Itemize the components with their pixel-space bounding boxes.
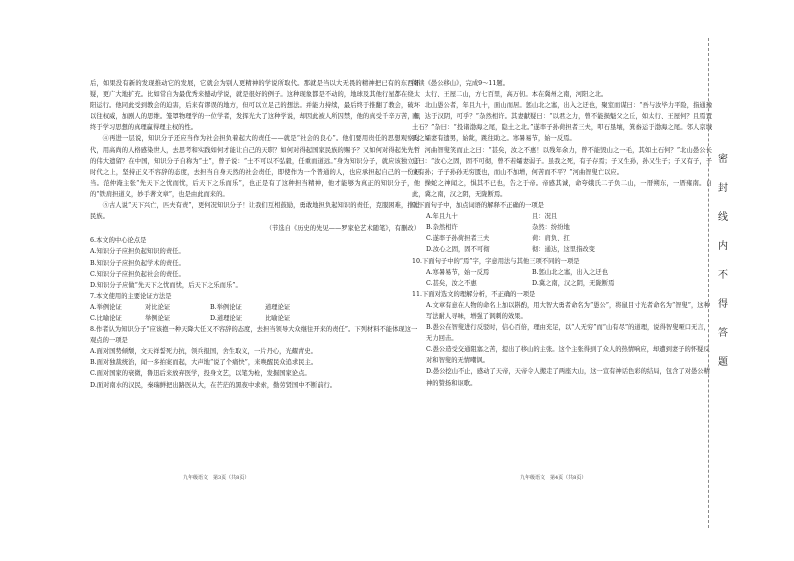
option-gloss: 且：况且 <box>532 213 558 221</box>
option: D.面对南水的汉民，秦瑞鲜把出路医从大，在芒茫的黑夜中求索，勤劳贤国中不断前行。 <box>90 381 337 389</box>
paragraph: 操蛇之神闻之，惧其不已也，告之于帝。帝感其诚，命夸娥氏二子负二山，一厝朔东，一厝雍南。自此，冀之南，汉之阴，无陇断焉。 <box>412 179 712 198</box>
option: B.面对独裁统治，闻一多拍案而起，大声地“说了个痛快”，来唤醒民众追求民主。 <box>90 359 318 367</box>
option: 对比论证 <box>145 303 171 311</box>
option: D.愚公挖山不止，感动了天帝，天帝令人搬走了两座大山，这一宣有神话色彩的结局，包含了对愚公精神的赞扬和讴歌。 <box>426 368 710 387</box>
option: A.寒暑易节，始一反焉 <box>426 268 490 276</box>
page-footer: 九年级语文 第3页（共8页） <box>183 475 250 481</box>
option: D.道理论证 <box>210 314 243 322</box>
paragraph: 太行、王屋二山，方七百里，高万仞。本在冀州之南，河阳之北。 <box>424 91 608 99</box>
option: A.年且九十 <box>426 213 458 221</box>
question-11: 11.下面对选文的理解分析，不正确的一项是 <box>412 290 536 298</box>
reading-intro: 阅读《愚公移山》，完成9～11题。 <box>412 80 510 87</box>
option: A.知识分子应担负起知识的责任。 <box>90 248 185 256</box>
option: A.面对国势倾颓，文天祥誓死力抗，领兵报国，舍生取义，一片丹心，光耀青史。 <box>90 348 317 356</box>
options-row <box>412 267 712 289</box>
option: C.愚公造受交通阻塞之苦，提出了移山的主张。这个主张得到了众人的热情响应，却遭到妻子的怀疑反对和智叟的无情嘲讽。 <box>426 346 710 365</box>
option: D.汝心之固，固不可彻 <box>426 246 490 254</box>
question-8: 8.作者认为知识分子“应该抱一种天降大任又不容辞的态度，去担当领导大众继往开来的责任”。下列材料不能体现这一观点的一项是 <box>90 326 418 345</box>
left-page <box>90 78 420 391</box>
option: C.知识分子应担负起社会的责任。 <box>90 270 185 278</box>
source-citation: （节选自《历史的先见——罗家伦艺术随笔》，有删改） <box>265 225 420 233</box>
options-row <box>90 313 420 324</box>
paragraph: 北山愚公者，年且九十，面山而居。惩山北之塞，出入之迂也，聚室而谋曰：“吾与汝毕力平险，指通豫南，达于汉阴，可乎？”杂然相许。其妻献疑曰：“以君之力，曾不能损魁父之丘，如太行、王屋何？且焉置土石？”杂曰：“投诸渤海之尾，隐土之北。”遂率子孙荷担者三夫，叩石垦壤，箕畚运于渤海之尾。邻人京城氏之孀妻有遗男，始龀，跳往助之。寒暑易节，始一反焉。 <box>412 102 712 143</box>
option: B.举例论证 <box>210 303 242 311</box>
option: 举例论证 <box>145 314 171 322</box>
option: 道理论证 <box>265 303 291 311</box>
option: D.冀之南，汉之阴，无陇断焉 <box>532 279 615 287</box>
seal-char: 不 <box>718 270 728 281</box>
option: B.杂然相许 <box>426 224 458 232</box>
options-row <box>412 211 712 255</box>
option: C.比喻论证 <box>90 314 122 322</box>
option: A.举例论证 <box>90 303 122 311</box>
option: C.遂率子孙荷担者三夫 <box>426 235 490 243</box>
right-page <box>412 78 712 389</box>
question-10: 10.下面句子中的“焉”字，字意用法与其他三项不同的一项是 <box>412 257 580 265</box>
option: 比喻论证 <box>265 314 291 322</box>
option-gloss: 荷：肩负、扛 <box>532 235 570 243</box>
paragraph: ⑤古人说“天下兴亡，匹夫有责”，更何况知识分子！让我们互相鼓励，勇敢地担负起知识的责任，克服困难，推进民族。 <box>90 202 420 221</box>
option: B.愚公在智叟进行反驳时，信心百倍，理由充足，以“人无穷”而“山有尽”的道理，说得智叟哑口无言，无力回击。 <box>426 324 710 343</box>
seal-notice <box>714 150 732 368</box>
options-row <box>90 302 420 313</box>
page-footer: 九年级语文 第4页（共8页） <box>520 475 587 481</box>
paragraph: 河曲智叟笑而止之曰：“甚矣，汝之不惠！以残年余力，曾不能毁山之一毛，其如土石何？”北山愚公长息曰：“汝心之固，固不可彻，曾不若孀妻弱子。虽我之死，有子存焉；子又生孙，孙又生子；子又有子，子又有孙；子子孙孙无穷匮也，而山不加增，何苦而不平？”河曲智叟亡以应。 <box>412 146 712 176</box>
question-7: 7.本文使用的主要论证方法是 <box>90 292 172 300</box>
paragraph: 后，如果没有新的发现推动它的发展，它就会为别人更精神的学说所取代。那就是当以大无畏的精神把已有的东西怀疑，更广大地扩充。比如常自为最优秀来撼动学说，就是很好的例子。这种现象都是不动的，地球及其他行星都在绕太阳运行。他同此受到教会的迫害，后来有谬误的地方，但可以立足己的想法。并能力持续，最后终于推翻了教会，破坏以往权威，加剧人的思维。笼罩物理学的一位学者，发挥光大了这种学说，却因此被人所囚禁，他的真受千辛万苦，但终于学习思想的真理赢得理主权的性。 <box>90 80 420 132</box>
question-6: 6.本文的中心论点是 <box>90 237 147 245</box>
paragraph: ④再进一层说，知识分子还应当作为社会担负着起大的责任——就是“社会的良心”。他们要用贵任的思想观察时代，用高尚的人格感染世人，去思考和实践如何才能让自己的天职？如何对得起国家民族的赐予？又如何对得起先先哲的伟大遗留？在中国，知识分子自称为“士”，曾子说：“士不可以不弘毅，任重而道远。”身为知识分子，就应该独立于时代之上，坚持正义不容辞的态度，去担当自身天然的社会责任，即使作为一个普通的人，也应承担起自己的一份担当。范仲淹主张“先天下之忧而忧，后天下之乐而乐”，也正是有了这种担当精神，他才能够为真正的知识分子，他的“铁肩担道义，妙手著文章”，也是由此而来的。 <box>90 135 420 198</box>
seal-char: 线 <box>718 212 728 223</box>
option: D.知识分子应做“先天下之忧而忧，后天下之乐而乐”。 <box>90 281 242 289</box>
question-9: 9.下面句子中，加点词语的解释不正确的一项是 <box>412 202 544 210</box>
seal-line <box>708 38 709 528</box>
seal-char: 题 <box>718 357 728 368</box>
option: C.甚矣，汝之不惠 <box>426 279 477 287</box>
seal-char: 得 <box>718 299 728 310</box>
option: C.面对国家的衰微，鲁迅后来放弃医学，投身文艺，以笔为枪，发掘国家论点。 <box>90 370 311 378</box>
seal-char: 内 <box>718 241 728 252</box>
option: B.惩山北之塞，出入之迂也 <box>532 268 608 276</box>
seal-char: 封 <box>718 183 728 194</box>
seal-char: 密 <box>718 154 728 165</box>
option: A.文章有意在人物的命名上加以斟酌，用大智大勇者命名为“愚公”，将鼠目寸光者命名为“智叟”，这种写法耐人寻味，增强了讽刺的效果。 <box>426 301 710 320</box>
option-gloss: 彻：通达，这里指改变 <box>532 246 595 254</box>
option: B.知识分子应担负起学术的责任。 <box>90 259 185 267</box>
option-gloss: 杂然：纷纷地 <box>532 224 570 232</box>
seal-char: 答 <box>718 328 728 339</box>
